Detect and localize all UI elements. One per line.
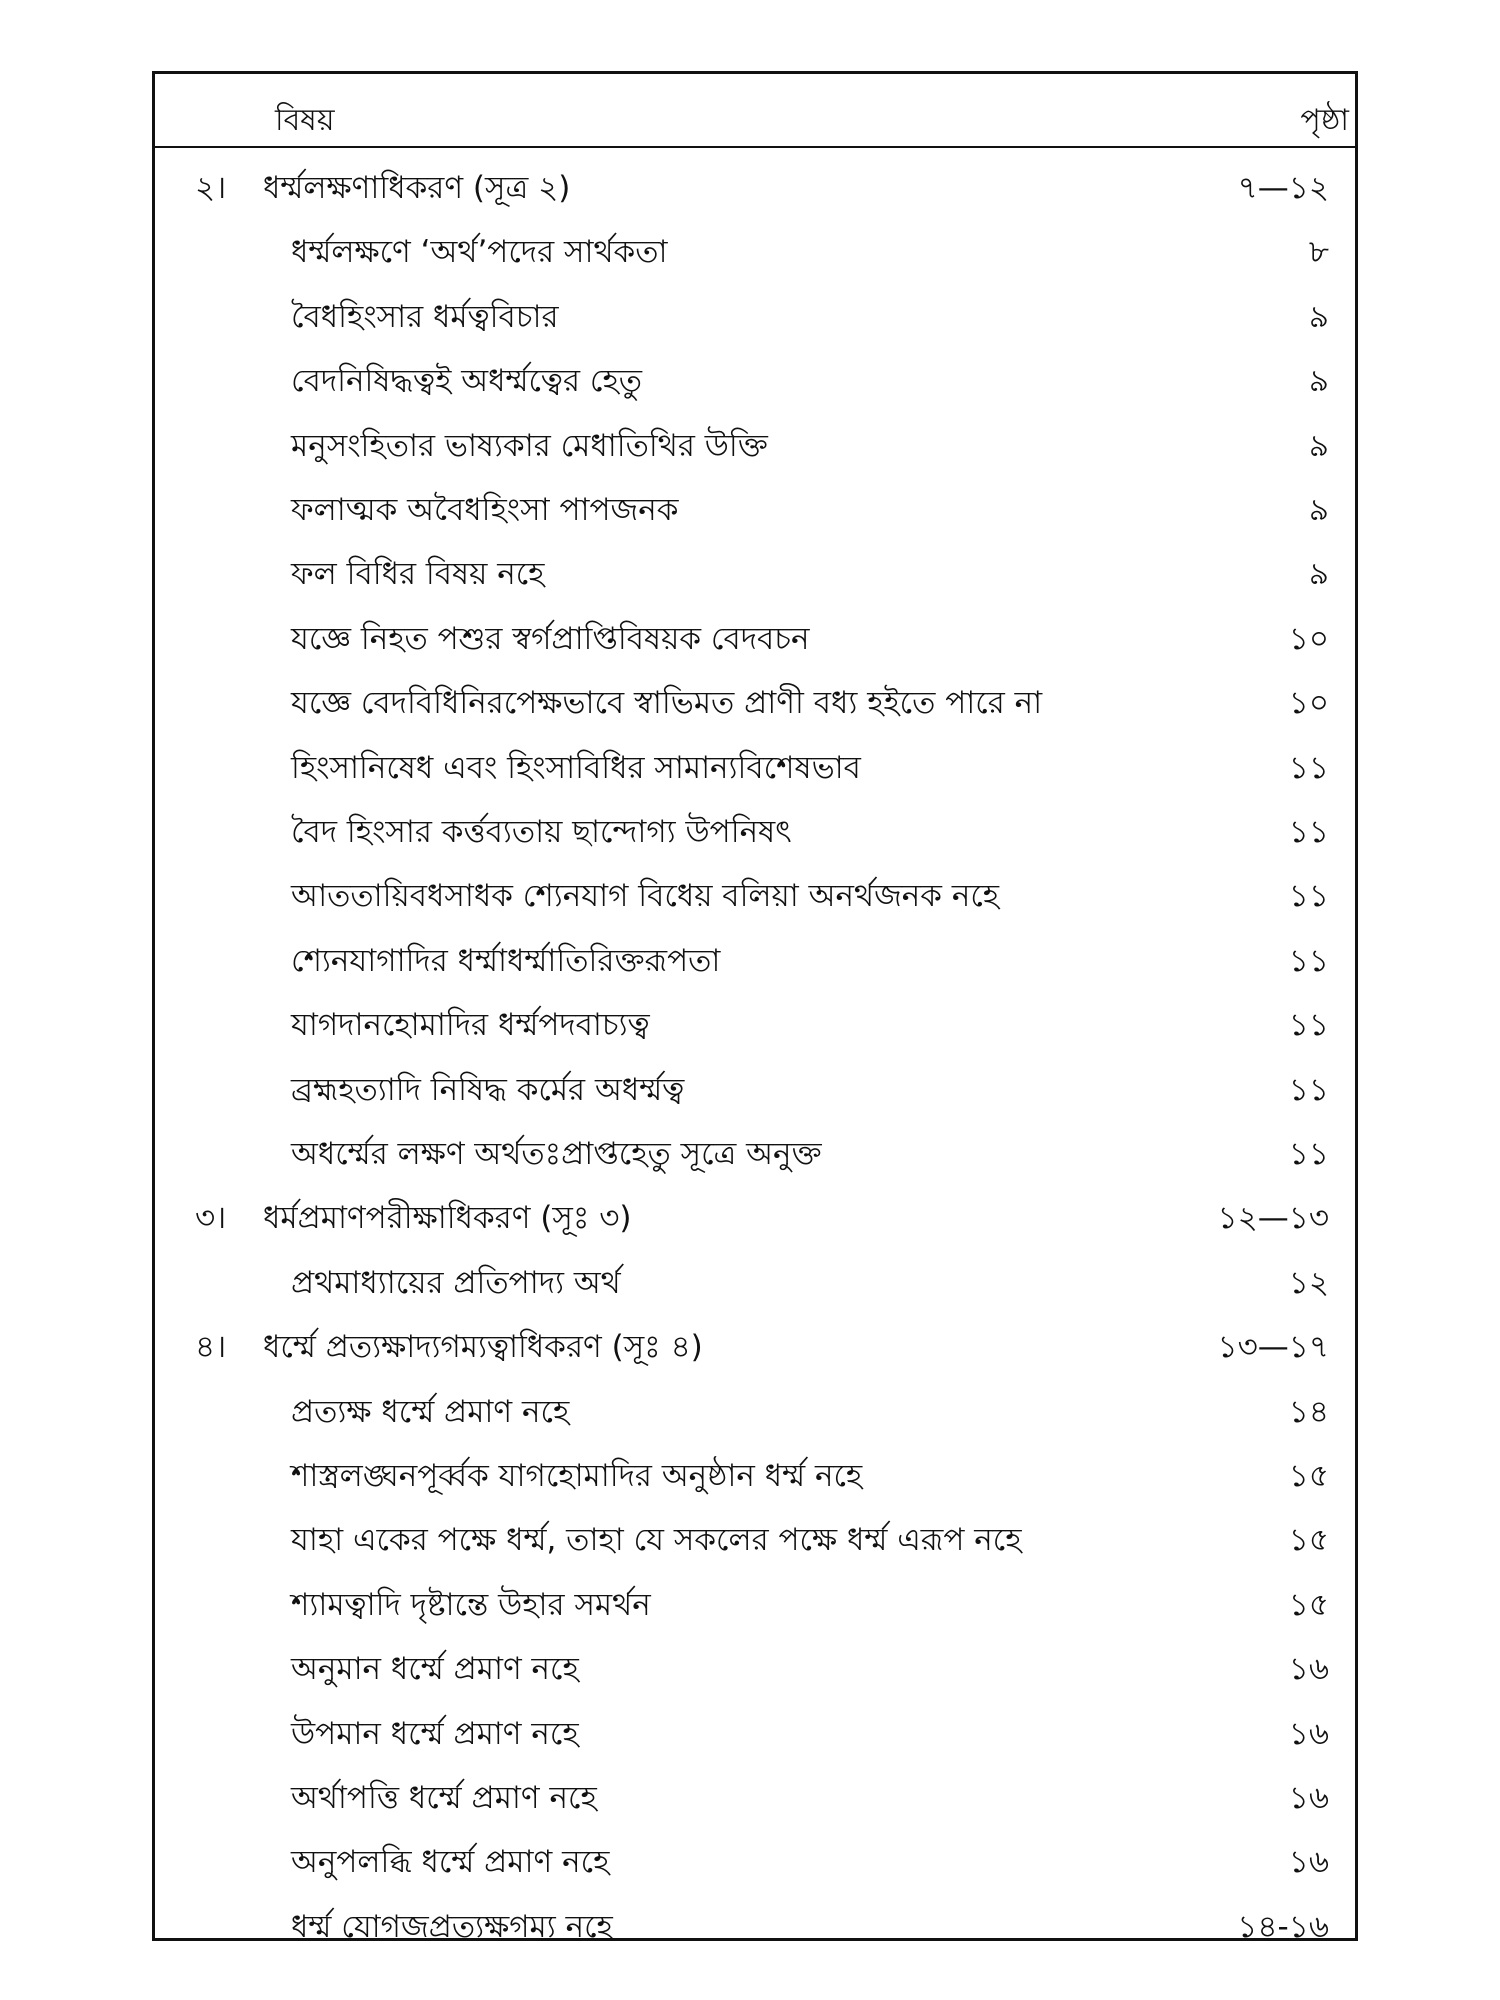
page-number: ১১ xyxy=(1288,878,1329,915)
entry-title: অনুপলব্ধি ধর্ম্মে প্রমাণ নহে xyxy=(291,1844,610,1881)
page-number: ১১ xyxy=(1288,814,1329,850)
page-number: ১২ xyxy=(1288,1264,1329,1301)
page-number: ১১ xyxy=(1288,942,1329,979)
page-number: ১৫ xyxy=(1288,1522,1329,1559)
list-item xyxy=(155,858,1355,922)
page-number: ১১ xyxy=(1288,1007,1329,1044)
section-number: ৪। xyxy=(195,1329,227,1366)
entry-title: মনুসংহিতার ভাষ্যকার মেধাতিথির উক্তি xyxy=(291,427,768,464)
page-number: ১৩—১৭ xyxy=(1217,1329,1329,1366)
table-header xyxy=(155,74,1355,148)
entry-title: যজ্ঞে নিহত পশুর স্বর্গপ্রাপ্তিবিষয়ক বেদবচন xyxy=(291,620,810,657)
page-number: ৯ xyxy=(1308,427,1329,464)
entry-title: অনুমান ধর্ম্মে প্রমাণ নহে xyxy=(291,1651,579,1688)
section-row xyxy=(155,1180,1355,1244)
entry-title: আততায়িবধসাধক শ্যেনযাগ বিধেয় বলিয়া অনর্থজনক নহে xyxy=(291,878,1000,915)
entry-title: ধর্ম্মলক্ষণাধিকরণ (সূত্র ২) xyxy=(263,170,571,206)
page-number: ১৪-১৬ xyxy=(1237,1908,1329,1945)
section-number: ২। xyxy=(195,170,227,206)
entry-title: বৈধহিংসার ধর্মত্ববিচার xyxy=(291,298,559,335)
entry-title: ধর্ম্মলক্ষণে ‘অর্থ’পদের সার্থকতা xyxy=(291,234,668,271)
list-item xyxy=(155,214,1355,278)
entry-title: প্রথমাধ্যায়ের প্রতিপাদ্য অর্থ xyxy=(291,1264,621,1301)
list-item xyxy=(155,794,1355,858)
entry-title: অধর্ম্মের লক্ষণ অর্থতঃপ্রাপ্তহেতু সূত্রে অনুক্ত xyxy=(291,1136,822,1172)
page-number: ৮ xyxy=(1308,234,1329,271)
page-number: ১১ xyxy=(1288,1136,1329,1172)
list-item xyxy=(155,1116,1355,1180)
entry-title: উপমান ধর্ম্মে প্রমাণ নহে xyxy=(291,1715,579,1752)
subject-column-header: বিষয় xyxy=(275,103,335,138)
list-item xyxy=(155,665,1355,729)
list-item xyxy=(155,1631,1355,1695)
list-item xyxy=(155,1567,1355,1631)
list-item xyxy=(155,1245,1355,1309)
list-item xyxy=(155,472,1355,536)
entry-title: শ্যামত্বাদি দৃষ্টান্তে উহার সমর্থন xyxy=(291,1586,651,1623)
list-item xyxy=(155,536,1355,600)
list-item xyxy=(155,601,1355,665)
page-number: ১১ xyxy=(1288,749,1329,786)
page-number: ৯ xyxy=(1308,492,1329,528)
section-number: ৩। xyxy=(195,1200,227,1237)
page-number: ৯ xyxy=(1308,298,1329,335)
entry-title: ধর্মপ্রমাণপরীক্ষাধিকরণ (সূঃ ৩) xyxy=(263,1200,632,1237)
page-number: ১৬ xyxy=(1288,1780,1329,1816)
entry-title: ব্রহ্মহত্যাদি নিষিদ্ধ কর্মের অধর্ম্মত্ব xyxy=(291,1071,685,1108)
entry-title: বেদনিষিদ্ধত্বই অধর্ম্মত্বের হেতু xyxy=(291,363,642,400)
entry-title: ফল বিধির বিষয় নহে xyxy=(291,556,545,593)
entry-title: বৈদ হিংসার কর্ত্তব্যতায় ছান্দোগ্য উপনিষৎ xyxy=(291,814,792,850)
entry-title: যাগদানহোমাদির ধর্ম্মপদবাচ্যত্ব xyxy=(291,1007,650,1044)
list-item xyxy=(155,1696,1355,1760)
page-number: ১৪ xyxy=(1288,1393,1329,1430)
section-row xyxy=(155,1309,1355,1373)
page-number: ১৬ xyxy=(1288,1844,1329,1881)
list-item xyxy=(155,1889,1355,1953)
page-number: ১০ xyxy=(1288,620,1329,657)
list-item xyxy=(155,1438,1355,1502)
entry-title: ফলাত্মক অবৈধহিংসা পাপজনক xyxy=(291,492,679,528)
list-item xyxy=(155,1824,1355,1888)
page-column-header: পৃষ্ঠা xyxy=(1300,103,1349,138)
list-item xyxy=(155,1502,1355,1566)
list-item xyxy=(155,1374,1355,1438)
entry-title: ধর্ম্ম যোগজপ্রত্যক্ষগম্য নহে xyxy=(291,1908,613,1945)
entry-title: ধর্ম্মে প্রত্যক্ষাদ্যগম্যত্বাধিকরণ (সূঃ ৪) xyxy=(263,1329,703,1366)
entry-title: প্রত্যক্ষ ধর্ম্মে প্রমাণ নহে xyxy=(291,1393,570,1430)
page-number: ১৬ xyxy=(1288,1715,1329,1752)
list-item xyxy=(155,1760,1355,1824)
list-item xyxy=(155,408,1355,472)
page-number: ১৫ xyxy=(1288,1586,1329,1623)
entry-title: শাস্ত্রলঙ্ঘনপূর্ব্বক যাগহোমাদির অনুষ্ঠান ধর্ম্ম নহে xyxy=(291,1458,863,1494)
entry-title: যজ্ঞে বেদবিধিনিরপেক্ষভাবে স্বাভিমত প্রাণী বধ্য হইতে পারে না xyxy=(291,685,1043,722)
contents-table xyxy=(152,71,1358,1945)
page-number: ১৬ xyxy=(1288,1651,1329,1688)
page-number: ৭—১২ xyxy=(1237,170,1329,206)
entry-title: হিংসানিষেধ এবং হিংসাবিধির সামান্যবিশেষভাব xyxy=(291,749,861,786)
page-number: ৯ xyxy=(1308,556,1329,593)
list-item xyxy=(155,279,1355,343)
page-number: ১৫ xyxy=(1288,1458,1329,1494)
page-number: ১১ xyxy=(1288,1071,1329,1108)
page-number: ১২—১৩ xyxy=(1217,1200,1329,1237)
entry-title: অর্থাপত্তি ধর্ম্মে প্রমাণ নহে xyxy=(291,1780,597,1816)
page-number: ১০ xyxy=(1288,685,1329,722)
list-item xyxy=(155,730,1355,794)
list-item xyxy=(155,343,1355,407)
section-row xyxy=(155,150,1355,214)
entry-title: যাহা একের পক্ষে ধর্ম্ম, তাহা যে সকলের পক্ষে ধর্ম্ম এরূপ নহে xyxy=(291,1522,1022,1559)
list-item xyxy=(155,1052,1355,1116)
list-item xyxy=(155,987,1355,1051)
entry-title: শ্যেনযাগাদির ধর্ম্মাধর্ম্মাতিরিক্তরূপতা xyxy=(291,942,721,979)
page-number: ৯ xyxy=(1308,363,1329,400)
list-item xyxy=(155,923,1355,987)
